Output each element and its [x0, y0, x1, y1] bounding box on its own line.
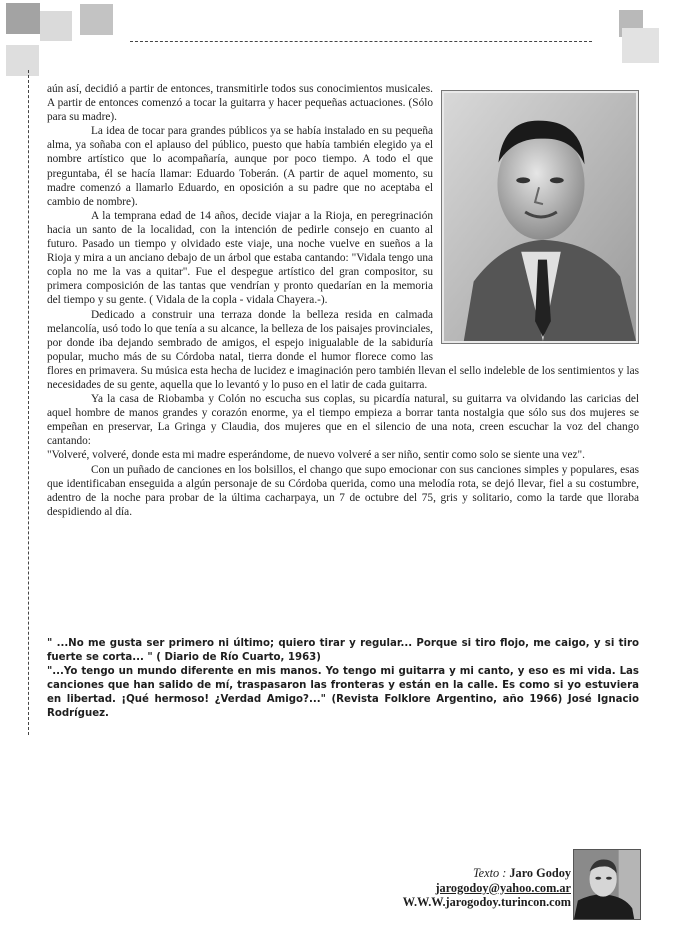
paragraph: Con un puñado de canciones en los bolsillos, el chango que supo emocionar con sus canciones simples y populares, esas que identificaban enseguida a algún personaje de su Córdoba querida, como una melodía rota, se dejó llevar, fiel a su costumbre, adentro de la noche para probar de la última cacharpaya, un 7 de octubre del 75, gris y solitario, como la tarde que lloraba despidiendo al día.	[47, 463, 639, 518]
quote: " ...No me gusta ser primero ni último; quiero tirar y regular... Porque si tiro flojo, me caigo, y si tiro fuerte se corta... " ( Diario de Río Cuarto, 1963)	[47, 638, 639, 663]
decorative-square	[6, 45, 39, 76]
song-verse: "Volveré, volveré, donde esta mi madre esperándome, de nuevo volveré a ser niño, sentir como solo se siente una vez".	[47, 449, 585, 462]
article-body	[47, 82, 639, 519]
author-email-link[interactable]: jarogodoy@yahoo.com.ar	[435, 880, 571, 895]
paragraph: Dedicado a construir una terraza donde la belleza resida en calmada melancolía, usó todo lo que tenía a su alcance, la belleza de los paisajes provinciales, por donde iba dejando sembrado de amigos, el espejo inigualable de la sabiduría popular, mucho más de su Córdoba natal, tierra donde el humor florece como las flores en primavera. Su música esta hecha de lucidez e imaginación pero también llevan el sello indeleble de los sentimientos y las necesidades de su gente, aquella que lo levantó y lo puso en el latir de cada guitarra.	[47, 308, 639, 391]
credits-block	[403, 866, 571, 910]
author-name: Jaro Godoy	[509, 866, 571, 880]
portrait-photo	[441, 90, 639, 344]
portrait-image	[444, 93, 636, 341]
quote: "...Yo tengo un mundo diferente en mis manos. Yo tengo mi guitarra y mi canto, y eso es mi vida. Las canciones que han salido de mí, traspasaron las fronteras y están en la calle. Es como si yo estuviera en libertad. ¡Qué hermoso! ¿Verdad Amigo?..." (Revista Folklore Argentino, año 1966) José Ignacio Rodríguez.	[47, 666, 639, 719]
paragraph: Ya la casa de Riobamba y Colón no escucha sus coplas, su picardía natural, su guitarra va olvidando las caricias del aquel hombre de manos grandes y corazón enorme, ya el tiempo empieza a borrar tanta nostalgia que sólo sus dos mujeres se empeñan en preservar, La Gringa y Claudia, dos mujeres que en el silencio de una nota, creen escuchar la voz del chango cantando:	[47, 393, 639, 448]
author-website-link[interactable]: W.W.W.jarogodoy.turincon.com	[402, 895, 571, 909]
paragraph: aún así, decidió a partir de entonces, transmitirle todos sus conocimientos musicales. A partir de entonces comenzó a tocar la guitarra y hacer pequeñas actuaciones. (Sólo para su madre).	[47, 83, 433, 124]
paragraph: A la temprana edad de 14 años, decide viajar a la Rioja, en peregrinación hacia un santo de la localidad, con la intención de pedirle consejo en cuanto al futuro. Pasado un tiempo y olvidado este viaje, una noche vuelve en sueños a la Rioja y mira a un anciano debajo de un árbol que estaba cantando: "Vidala tengo una copla no me la vas a quitar". Fue el despegue artístico del gran compositor, su primera composición de las tantas que vendrían y pronto quedarían en la memoria del tiempo y su gente. ( Vidala de la copla - vidala Chayera.-).	[47, 209, 433, 307]
quotes-block	[47, 637, 639, 721]
credit-label: Texto :	[472, 866, 507, 880]
paragraph: La idea de tocar para grandes públicos ya se había instalado en su pequeña alma, ya soñaba con el aplauso del público, puesto que había también elegido ya el nombre artístico que lo acompañaría, aunque por poco tiempo. A todo el que preguntaba, él se hacía llamar: Eduardo Toberán. (A partir de aquel momento, su madre comenzó a llamarlo Eduardo, en oposición a su padre que no aceptaba el cambio de nombre).	[47, 125, 433, 208]
header-dashed-rule	[130, 41, 592, 42]
decorative-square	[622, 28, 659, 63]
author-photo	[573, 849, 641, 920]
decorative-square	[40, 11, 72, 41]
decorative-square	[80, 4, 113, 35]
margin-dashed-rule	[28, 70, 29, 735]
author-image	[574, 850, 640, 919]
decorative-square	[6, 3, 40, 34]
